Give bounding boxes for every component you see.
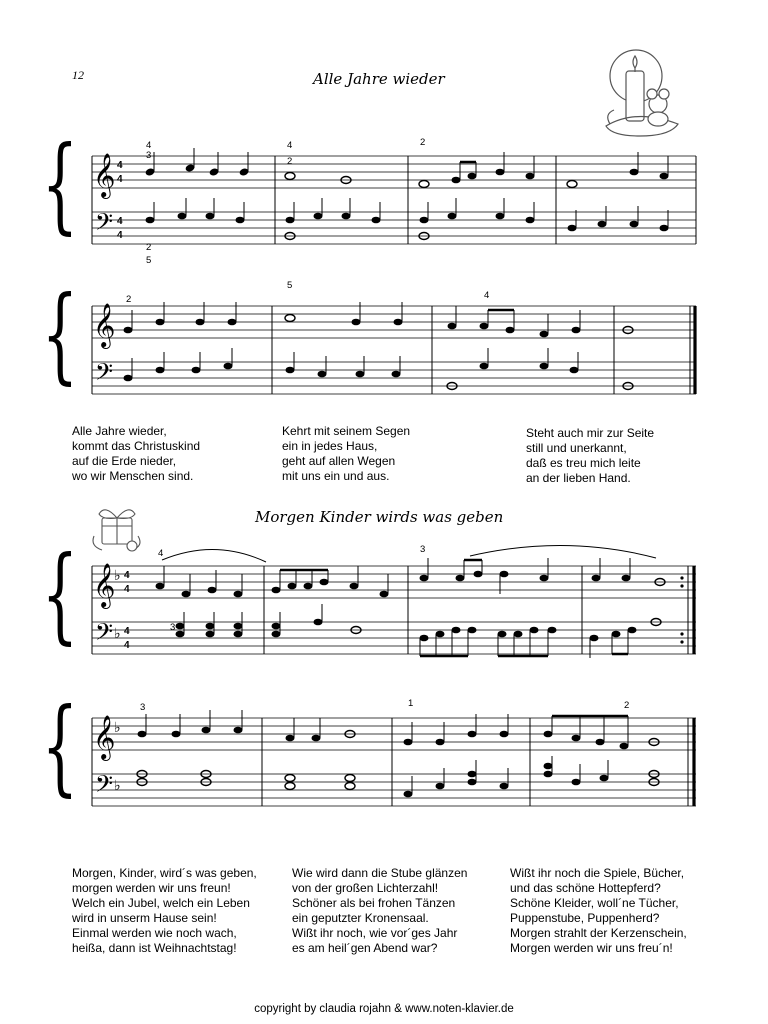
fingering: 3 [420, 544, 426, 555]
brace: { [41, 533, 79, 655]
system-2 [0, 273, 768, 410]
fingering: 4 [146, 140, 152, 151]
verse-2: Wie wird dann die Stube glänzen von der großen Lichterzahl! Schöner als bei frohen Tänzen ein geputzter Kronensaal. Wißt ihr noch, wie vor´ges Jahr es am heil´gen Abend war? [292, 866, 468, 955]
notes [145, 148, 669, 240]
fingering: 5 [146, 255, 152, 266]
fingering: 2 [146, 242, 152, 253]
brace: { [41, 685, 79, 807]
verse-2: Kehrt mit seinem Segen ein in jedes Haus, geht auf allen Wegen mit uns ein und aus. [282, 424, 411, 483]
verse-3: Wißt ihr noch die Spiele, Bücher, und das schöne Hottepferd? Schöne Kleider, woll´ne Tücher, Puppenstube, Puppenherd? Morgen strahlt der Kerzenschein, Morgen werden wir uns freu´n! [510, 866, 687, 955]
fingering: 3 [170, 622, 176, 633]
verse-1: Morgen, Kinder, wird´s was geben, morgen werden wir uns freun! Welch ein Jubel, welch ein Leben wird in unserm Hause sein! Einmal werden wie noch wach, heißa, dann ist Weihnachtstag! [72, 866, 257, 955]
time-sig-top: 4 [124, 570, 130, 581]
brace: { [41, 273, 79, 395]
notes [137, 710, 659, 797]
time-sig-bottom: 4 [124, 584, 130, 595]
flat-sign: ♭ [114, 777, 121, 793]
treble-clef: 𝄞 [93, 153, 116, 197]
time-sig-top: 4 [124, 626, 130, 637]
flat-sign: ♭ [114, 719, 121, 735]
notes [156, 558, 666, 658]
verse-3: Steht auch mir zur Seite still und unerkannt, daß es treu mich leite an der lieben Hand. [526, 426, 655, 485]
song-title: Morgen Kinder wirds was geben [255, 508, 504, 526]
time-sig-top: 4 [117, 216, 123, 227]
fingering: 4 [158, 548, 164, 559]
fingering: 4 [287, 140, 293, 151]
brace: { [41, 123, 79, 245]
notes [124, 302, 634, 390]
fingering: 4 [484, 290, 490, 301]
fingering: 2 [624, 700, 630, 711]
page-number: 12 [72, 68, 84, 82]
flat-sign: ♭ [114, 625, 121, 641]
fingering: 2 [287, 156, 293, 167]
gift-box-illustration [88, 496, 150, 556]
fingering: 3 [140, 702, 146, 713]
time-sig-top: 4 [117, 160, 123, 171]
treble-clef: 𝄞 [93, 563, 116, 607]
copyright-footer: copyright by claudia rojahn & www.noten-klavier.de [254, 1003, 514, 1015]
song-title: Alle Jahre wieder [313, 70, 445, 88]
bass-clef: 𝄢 [95, 208, 114, 241]
bass-clef: 𝄢 [95, 618, 114, 651]
time-sig-bottom: 4 [117, 174, 123, 185]
bass-clef: 𝄢 [95, 358, 114, 391]
treble-clef: 𝄞 [93, 715, 116, 759]
verse-1: Alle Jahre wieder, kommt das Christuskind auf die Erde nieder, wo wir Menschen sind. [72, 424, 201, 483]
time-sig-bottom: 4 [117, 230, 123, 241]
system-1 [0, 123, 768, 266]
fingering: 1 [408, 698, 414, 709]
fingering: 5 [287, 280, 293, 291]
candle-mouse-illustration [598, 46, 688, 141]
fingering: 2 [126, 294, 132, 305]
bass-clef: 𝄢 [95, 770, 114, 803]
fingering: 2 [420, 137, 426, 148]
fingering: 3 [146, 150, 152, 161]
treble-clef: 𝄞 [93, 303, 116, 347]
system-4 [0, 685, 768, 822]
system-3 [0, 533, 768, 670]
flat-sign: ♭ [114, 567, 121, 583]
time-sig-bottom: 4 [124, 640, 130, 651]
